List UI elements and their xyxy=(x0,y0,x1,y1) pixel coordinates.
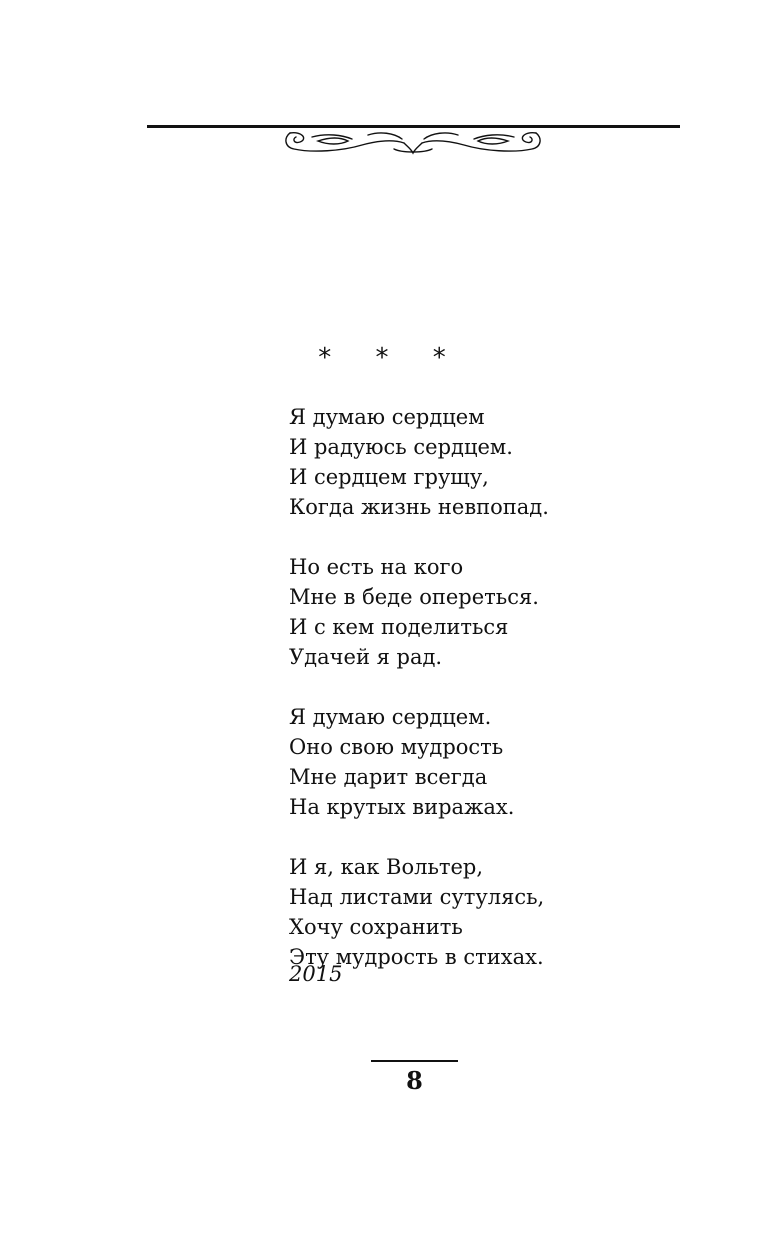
stanza xyxy=(289,552,729,672)
poem-line: И сердцем грущу, xyxy=(289,465,489,489)
flourish-ornament-icon xyxy=(282,127,544,157)
poem-line: И я, как Вольтер, xyxy=(289,855,484,879)
poem-line: Удачей я рад. xyxy=(289,645,443,669)
stanza xyxy=(289,702,729,822)
footer-rule xyxy=(371,1060,458,1062)
section-marker: * * * xyxy=(318,343,464,373)
poem-line: Мне дарит всегда xyxy=(289,765,488,789)
poem-body xyxy=(289,402,729,1002)
poem-line: Я думаю сердцем xyxy=(289,405,485,429)
poem-line: Но есть на кого xyxy=(289,555,464,579)
poem-line: Я думаю сердцем. xyxy=(289,705,492,729)
stanza xyxy=(289,852,729,972)
poem-year: 2015 xyxy=(289,962,343,986)
page-number: 8 xyxy=(406,1066,423,1095)
poem-line: Оно свою мудрость xyxy=(289,735,504,759)
poem-line: И с кем поделиться xyxy=(289,615,509,639)
poem-line: Над листами сутулясь, xyxy=(289,885,545,909)
poem-line: Хочу сохранить xyxy=(289,915,463,939)
poem-line: Эту мудрость в стихах. xyxy=(289,945,544,969)
poem-line: На крутых виражах. xyxy=(289,795,515,819)
stanza xyxy=(289,402,729,522)
poem-line: Когда жизнь невпопад. xyxy=(289,495,549,519)
poem-line: Мне в беде опереться. xyxy=(289,585,539,609)
poem-line: И радуюсь сердцем. xyxy=(289,435,513,459)
